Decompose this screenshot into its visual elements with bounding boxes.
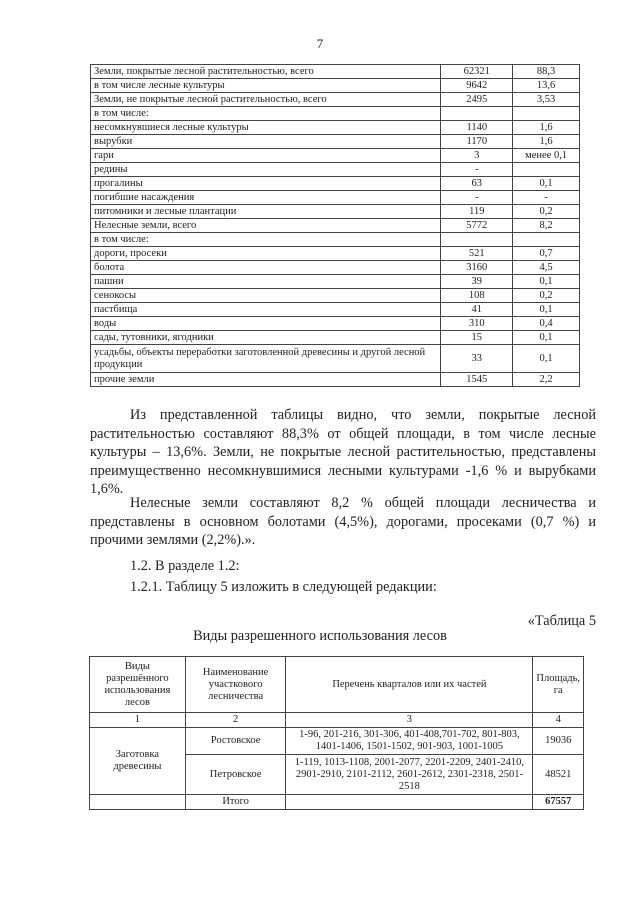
percent-value: 0,1 (513, 345, 580, 373)
land-table-row (91, 303, 580, 317)
percent-value: 0,1 (513, 303, 580, 317)
area-value: 3160 (441, 261, 513, 275)
land-table-row (91, 289, 580, 303)
forestry-name: Ростовское (185, 728, 286, 755)
category-label: Земли, не покрытые лесной растительностью, всего (91, 93, 441, 107)
land-table-row (91, 163, 580, 177)
header-forestry: Наименование участкового лесничества (185, 657, 286, 713)
total-empty-cell (90, 795, 186, 810)
percent-value: 8,2 (513, 219, 580, 233)
forestry-name: Петровское (185, 755, 286, 795)
area-value: 62321 (441, 65, 513, 79)
col-number-4: 4 (533, 713, 584, 728)
land-table-row (91, 275, 580, 289)
land-table-row (91, 121, 580, 135)
land-category-table (90, 64, 580, 387)
quarters-list: 1-96, 201-216, 301-306, 401-408,701-702, 801-803, 1401-1406, 1501-1502, 901-903, 1001-1005 (286, 728, 533, 755)
area-value: - (441, 163, 513, 177)
area-value: 119 (441, 205, 513, 219)
category-label: вырубки (91, 135, 441, 149)
category-label: прогалины (91, 177, 441, 191)
land-table-row (91, 205, 580, 219)
percent-value (513, 233, 580, 247)
category-label: пашни (91, 275, 441, 289)
category-label: Земли, покрытые лесной растительностью, всего (91, 65, 441, 79)
category-label: дороги, просеки (91, 247, 441, 261)
land-table-row (91, 65, 580, 79)
land-table-row (91, 247, 580, 261)
category-label: редины (91, 163, 441, 177)
total-empty-cell (286, 795, 533, 810)
table5-title: Виды разрешенного использования лесов (193, 628, 447, 644)
area-value: 39 (441, 275, 513, 289)
percent-value (513, 163, 580, 177)
area-value: 9642 (441, 79, 513, 93)
col-number-1: 1 (90, 713, 186, 728)
total-label: Итого (185, 795, 286, 810)
category-label: воды (91, 317, 441, 331)
area-value: 3 (441, 149, 513, 163)
area-value: 41 (441, 303, 513, 317)
percent-value: менее 0,1 (513, 149, 580, 163)
percent-value: 0,2 (513, 289, 580, 303)
section-line: 1.2. В разделе 1.2: (130, 558, 240, 574)
col-number-2: 2 (185, 713, 286, 728)
land-table-row (91, 373, 580, 387)
table5-label: «Таблица 5 (527, 613, 596, 629)
header-area: Площадь, га (533, 657, 584, 713)
percent-value: 0,2 (513, 205, 580, 219)
percent-value: - (513, 191, 580, 205)
area-value: 2495 (441, 93, 513, 107)
land-table-row (91, 79, 580, 93)
percent-value: 88,3 (513, 65, 580, 79)
category-label: Нелесные земли, всего (91, 219, 441, 233)
land-table-row (91, 149, 580, 163)
use-type-cell: Заготовка древесины (90, 728, 186, 795)
paragraph-nonforest-summary: Нелесные земли составляют 8,2 % общей площади лесничества и представлены в основном болотами (4,5%), дорогами, просеками (0,7 %) и прочими землями (2,2%).». (90, 495, 596, 548)
area-value (441, 233, 513, 247)
category-label: погибшие насаждения (91, 191, 441, 205)
area-value: - (441, 191, 513, 205)
header-use-type: Виды разрешённого использования лесов (90, 657, 186, 713)
area-value: 19036 (533, 728, 584, 755)
area-value: 63 (441, 177, 513, 191)
category-label: прочие земли (91, 373, 441, 387)
category-label: питомники и лесные плантации (91, 205, 441, 219)
percent-value (513, 107, 580, 121)
category-label: несомкнувшиеся лесные культуры (91, 121, 441, 135)
area-value: 108 (441, 289, 513, 303)
land-table-row (91, 135, 580, 149)
category-label: болота (91, 261, 441, 275)
instruction-line: 1.2.1. Таблицу 5 изложить в следующей редакции: (130, 579, 437, 595)
percent-value: 1,6 (513, 135, 580, 149)
land-table-row (91, 233, 580, 247)
area-value: 5772 (441, 219, 513, 233)
percent-value: 13,6 (513, 79, 580, 93)
land-table-row (91, 107, 580, 121)
category-label: сенокосы (91, 289, 441, 303)
percent-value: 1,6 (513, 121, 580, 135)
area-value: 48521 (533, 755, 584, 795)
land-table-row (91, 219, 580, 233)
category-label: пастбища (91, 303, 441, 317)
percent-value: 3,53 (513, 93, 580, 107)
total-area: 67557 (533, 795, 584, 810)
land-table-row (91, 331, 580, 345)
category-label: в том числе: (91, 233, 441, 247)
permitted-use-table (89, 656, 584, 810)
land-table-row (91, 177, 580, 191)
col-number-3: 3 (286, 713, 533, 728)
land-table-row (91, 345, 580, 373)
percent-value: 4,5 (513, 261, 580, 275)
land-table-row (91, 191, 580, 205)
area-value: 521 (441, 247, 513, 261)
percent-value: 0,7 (513, 247, 580, 261)
land-table-row (91, 317, 580, 331)
category-label: в том числе лесные культуры (91, 79, 441, 93)
page-number: 7 (316, 36, 324, 51)
area-value: 1170 (441, 135, 513, 149)
category-label: сады, тутовники, ягодники (91, 331, 441, 345)
land-table-row (91, 93, 580, 107)
percent-value: 0,1 (513, 275, 580, 289)
area-value: 310 (441, 317, 513, 331)
category-label: усадьбы, объекты переработки заготовленной древесины и другой лесной продукции (91, 345, 441, 373)
percent-value: 0,4 (513, 317, 580, 331)
land-table-row (91, 261, 580, 275)
paragraph-land-summary: Из представленной таблицы видно, что земли, покрытые лесной растительностью составляют 88,3% от общей площади, в том числе лесные культуры – 13,6%. Земли, не покрытые лесной растительностью, представлены преимущественно несомкнувшимися лесными культурами -1,6 % и вырубками 1,6%. (90, 407, 596, 497)
area-value (441, 107, 513, 121)
category-label: в том числе: (91, 107, 441, 121)
header-quarters: Перечень кварталов или их частей (286, 657, 533, 713)
area-value: 1140 (441, 121, 513, 135)
percent-value: 0,1 (513, 177, 580, 191)
category-label: гари (91, 149, 441, 163)
percent-value: 0,1 (513, 331, 580, 345)
area-value: 15 (441, 331, 513, 345)
quarters-list: 1-119, 1013-1108, 2001-2077, 2201-2209, 2401-2410, 2901-2910, 2101-2112, 2601-2612, 2301-2318, 2501-2518 (286, 755, 533, 795)
area-value: 33 (441, 345, 513, 373)
area-value: 1545 (441, 373, 513, 387)
percent-value: 2,2 (513, 373, 580, 387)
